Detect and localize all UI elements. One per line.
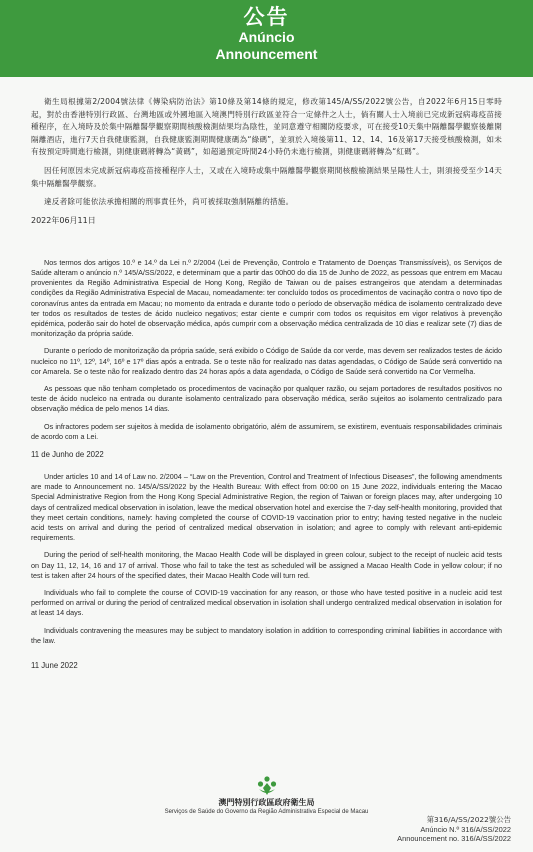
zh-date: 2022年06月11日 bbox=[31, 215, 96, 225]
en-paragraph: Individuals contravening the measures may be subject to mandatory isolation in addition to corresponding criminal liabilities in accordance with the law. bbox=[31, 625, 502, 645]
agency-name-zh: 澳門特別行政區政府衛生局 bbox=[218, 798, 315, 807]
pt-paragraph: As pessoas que não tenham completado os procedimentos de vacinação por qualquer razão, ou sejam portadores de resultados positivos no teste de ácido nucleico na entrada ou durante isolamento centralizado para observação médica, serão sujeitos ao isolamento centralizado para observação médica de pelo menos 14 dias. bbox=[31, 383, 502, 414]
footer-logo bbox=[0, 775, 533, 816]
en-paragraph: Individuals who fail to complete the course of COVID-19 vaccination for any reason, or those who have tested positive in a nucleic acid test performed on arrival or during the period of centralized medical observation in isolation shall undergo centralized medical observation in isolation for at least 14 days. bbox=[31, 588, 502, 618]
en-paragraph: During the period of self-health monitoring, the Macao Health Code will be displayed in green colour, subject to the receipt of nucleic acid tests on Day 11, 12, 14, 16 and 17 of arrival. Those who fail to take the test as scheduled will be assigned a Macao Health Code in yellow colour; if no test is taken after 24 hours of the specified dates, their Macao Health Code will turn red. bbox=[31, 550, 502, 580]
announcement-body bbox=[0, 77, 533, 671]
title-en: Announcement bbox=[215, 46, 318, 62]
reference-pt: Anúncio N.º 316/A/SS/2022 bbox=[420, 824, 511, 834]
pt-date: 11 de Junho de 2022 bbox=[31, 450, 104, 459]
en-date: 11 June 2022 bbox=[31, 661, 78, 671]
zh-paragraph: 違反者除可能依法承擔相關的刑事責任外，尚可被採取強制隔離的措施。 bbox=[44, 197, 294, 207]
zh-paragraph: 衛生局根據第2/2004號法律《傳染病防治法》第10條及第14條的規定，修改第145/A/SS/2022號公告，自2022年6月15日零時起，對於由香港特別行政區、台灣地區或外國地區入境澳門特別行政區並符合一定條件之人士，倘有關人士入境前已完成新冠病毒疫苗接種程序，在入境時及於集中隔離醫學觀察期間核酸檢測結果均為陰性，並同意遵守相關防疫要求，可在接受10天集中隔離醫學觀察後離開隔離酒店，進行7天自我健康監測，自我健康監測期間健康碼為“綠碼”，並須於入境後第11、12、14、16及第17天接受核酸檢測，如未有按預定時間進行檢測，則健康碼將轉為“黃碼”，如超過預定時間24小時仍未進行檢測，則健康碼將轉為“紅碼”。 bbox=[31, 97, 502, 157]
header-banner bbox=[0, 0, 533, 77]
pt-paragraph: Nos termos dos artigos 10.º e 14.º da Lei n.º 2/2004 (Lei de Prevenção, Controlo e Tratamento de Doenças Transmissíveis), os Serviços de Saúde alteram o anúncio n.º 145/A/SS/2022, e determinam que a partir das 00h00 do dia 15 de Junho de 2022, as pessoas que entrem em Macau provenientes da Região Administrativa Especial de Hong Kong, Região de Taiwan ou de países estrangeiros que atendam a determinadas condições da Região Administrativa Especial de Macau, nomeadamente: ter concluído todos os procedimentos de vacinação contra o novo tipo de coronavírus antes da entrada em Macau; no momento da entrada e durante todo o período de observação médica de isolamento centralizado deve ter todos os resultados de testes de ácido nucleico negativos; estar ciente e cumprir com todos os requisitos em vigor relativos à prevenção epidémica, poderão sair do hotel de observação médica, após cumprir com a observação médica centralizada de 10 dias e realizar sete (7) dias de monitorização da própria saúde. bbox=[31, 257, 502, 339]
zh-paragraph: 因任何原因未完成新冠病毒疫苗接種程序人士，又或在入境時或集中隔離醫學觀察期間核酸檢測結果呈陽性人士，則須接受至少14天集中隔離醫學觀察。 bbox=[31, 165, 502, 188]
en-paragraph: Under articles 10 and 14 of Law no. 2/2004 – “Law on the Prevention, Control and Treatment of Infectious Diseases”, the following amendments are made to Announcement no. 145/A/SS/2022 by the Health Bureau: With effect from 00:00 on 15 June 2022, individuals entering the Macao Special Administrative Region from the Hong Kong Special Administrative Region, the region of Taiwan or foreign places may, after undergoing 10 days of centralized medical observation in isolation, leave the medical observation hotel and exercise the 7-day self-health monitoring, provided that they meet certain conditions, namely: having completed the course of COVID-19 vaccination prior to entry; having tested negative in the nucleic acid tests on arrival and during the period of centralized medical observation in isolation; and agree to comply with relevant anti-epidemic requirements. bbox=[31, 472, 502, 543]
announcement-reference bbox=[397, 815, 511, 844]
title-pt: Anúncio bbox=[238, 29, 295, 45]
pt-paragraph: Os infractores podem ser sujeitos à medida de isolamento obrigatório, além de assumirem, se existirem, eventuais responsabilidades criminais de acordo com a Lei. bbox=[31, 421, 502, 441]
reference-en: Announcement no. 316/A/SS/2022 bbox=[397, 834, 511, 843]
pt-paragraph: Durante o período de monitorização da própria saúde, será exibido o Código de Saúde da cor verde, mas devem ser realizados testes de ácido nucleico no 11º, 12º, 14º, 16º e 17º dias após a entrada. Se o teste não for realizado nas datas agendadas, o Código de Saúde será convertido na cor Amarela. Se o teste não for realizado dentro das 24 horas após a data agendada, o Código de Saúde será convertido na Cor Vermelha. bbox=[31, 346, 502, 376]
agency-name-pt: Serviços de Saúde do Governo da Região Administrativa Especial de Macau bbox=[164, 809, 369, 815]
title-zh: 公告 bbox=[243, 5, 290, 29]
health-bureau-emblem-icon bbox=[256, 775, 278, 797]
reference-zh: 第316/A/SS/2022號公告 bbox=[426, 815, 511, 824]
